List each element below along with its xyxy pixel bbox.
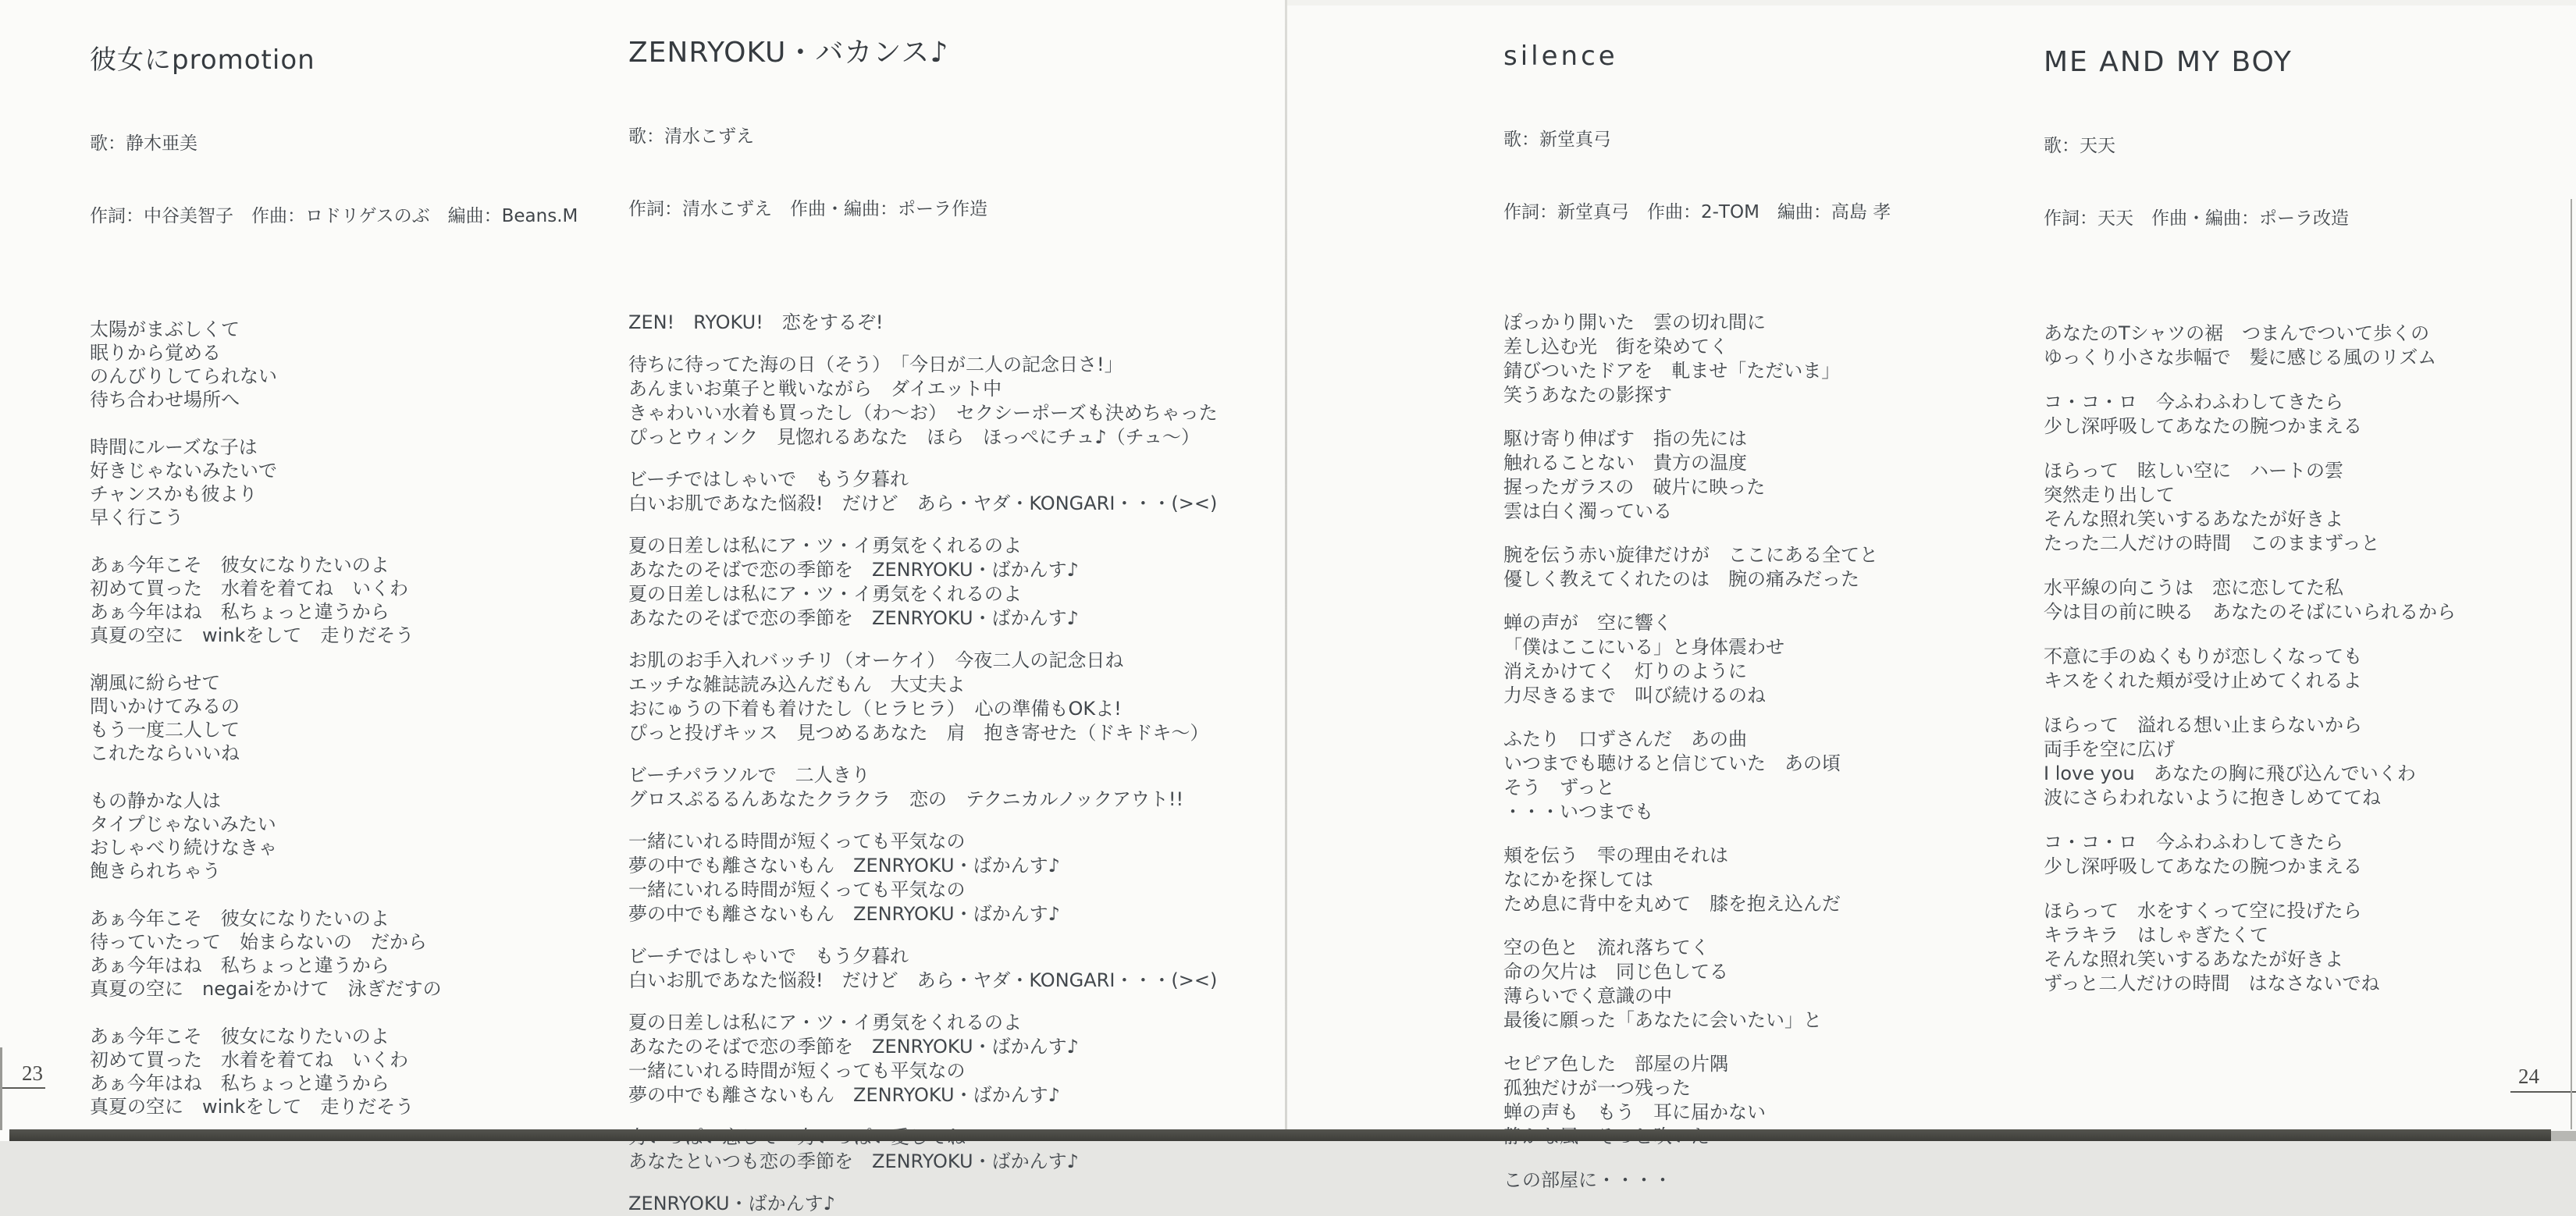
lyric-line: ゆっくり小さな歩幅で 髪に感じる風のリズム [2044,347,2437,368]
lyric-line: 真夏の空に negaiをかけて 泳ぎだすの [90,978,442,1000]
scan-edge-right [2571,199,2572,1129]
lyric-stanza [628,649,1284,745]
lyric-line: 真夏の空に winkをして 走りだそう [90,624,415,646]
lyric-line: ZENRYOKU・ばかんす♪ [628,1193,835,1214]
lyric-line: 潮風に紛らせて [90,672,221,694]
lyric-stanza [2044,322,2576,370]
lyric-stanza [1503,1168,2019,1193]
lyric-line: 両手を空に広げ [2044,738,2175,760]
lyrics-block [90,318,621,1118]
lyric-line: 雲は白く濁っている [1503,500,1672,522]
lyric-line: 「僕はここにいる」と身体震わせ [1503,636,1784,658]
lyric-line: ・・・いつまでも [1503,801,1653,823]
scan-shadow-bottom-right [2551,1131,2576,1141]
lyric-line: あなたのTシャツの裾 つまんでついて歩くの [2044,322,2430,344]
lyric-line: あぁ今年こそ 彼女になりたいのよ [90,554,390,576]
lyric-line: 触れることない 貴方の温度 [1503,452,1747,474]
lyric-line: 消えかけてく 灯りのように [1503,660,1747,682]
lyric-line: あぁ今年こそ 彼女になりたいのよ [90,1026,390,1047]
lyric-line: ため息に背中を丸めて 膝を抱え込んだ [1503,893,1841,915]
credit-vocal: 歌：静木亜美 [90,133,197,154]
lyric-stanza [2044,713,2576,810]
lyric-line: 駆け寄り伸ばす 指の先には [1503,428,1747,450]
song-credits [1503,80,2019,273]
lyric-stanza [2044,576,2576,624]
lyric-line: I love you あなたの胸に飛び込んでいくわ [2044,763,2416,784]
lyric-line: いつまでも聴けると信じていた あの頃 [1503,752,1841,774]
lyric-line: 真夏の空に winkをして 走りだそう [90,1096,415,1118]
lyric-line: 握ったガラスの 破片に映った [1503,476,1766,498]
lyric-line: あなたのそばで恋の季節を ZENRYOKU・ばかんす♪ [628,607,1079,629]
lyric-line: あんまいお菓子と戦いながら ダイエット中 [628,378,1002,400]
lyric-line: ビーチではしゃいで もう夕暮れ [628,468,909,490]
lyric-stanza [90,553,621,647]
lyric-line: キラキラ はしゃぎたくて [2044,924,2268,946]
lyric-line: 初めて買った 水着を着てね いくわ [90,578,408,599]
lyric-line: 一緒にいれる時間が短くっても平気なの [628,830,966,852]
lyric-line: グロスぷるるんあなたクラクラ 恋の テクニカルノックアウト!! [628,788,1184,810]
lyric-line: もの静かな人は [90,790,221,812]
lyric-line: ほらって 水をすくって空に投げたら [2044,900,2362,922]
song-silence [1503,39,2019,1193]
lyric-line: 夏の日差しは私にア・ツ・イ勇気をくれるのよ [628,535,1022,556]
lyric-line: あぁ今年はね 私ちょっと違うから [90,955,390,976]
lyric-stanza [628,1011,1284,1108]
lyric-line: ぽっかり開いた 雲の切れ間に [1503,311,1766,333]
lyric-line: あぁ今年はね 私ちょっと違うから [90,601,390,623]
credit-staff: 作詞：清水こずえ 作曲・編曲：ポーラ作造 [628,199,987,219]
lyric-line: あぁ今年はね 私ちょっと違うから [90,1072,390,1094]
lyric-line: そんな照れ笑いするあなたが好きよ [2044,948,2343,970]
lyric-line: あぁ今年こそ 彼女になりたいのよ [90,908,390,930]
lyric-line: あなたのそばで恋の季節を ZENRYOKU・ばかんす♪ [628,1036,1079,1058]
lyric-line: たった二人だけの時間 このままずっと [2044,532,2380,554]
lyric-line: 一緒にいれる時間が短くっても平気なの [628,1060,966,1082]
lyric-line: 夏の日差しは私にア・ツ・イ勇気をくれるのよ [628,583,1022,605]
lyric-line: 笑うあなたの影探す [1503,384,1672,406]
lyrics-block [2044,322,2576,996]
lyric-line: おにゅうの下着も着けたし（ヒラヒラ） 心の準備もOKよ! [628,698,1122,720]
lyric-line: 一緒にいれる時間が短くっても平気なの [628,879,966,901]
lyric-line: ほらって 眩しい空に ハートの雲 [2044,460,2343,482]
credit-vocal: 歌：清水こずえ [628,126,754,147]
lyric-stanza [1503,844,2019,916]
lyric-line: ほらって 溢れる想い止まらないから [2044,714,2362,736]
lyric-stanza [628,311,1284,335]
lyric-stanza [628,830,1284,926]
lyric-stanza [628,353,1284,450]
lyric-line: おしゃべり続けなきゃ [90,837,277,859]
lyric-line: 不意に手のぬくもりが恋しくなっても [2044,645,2362,667]
lyric-line: 夢の中でも離さないもん ZENRYOKU・ばかんす♪ [628,903,1060,925]
song-credits [90,84,621,277]
lyric-line: コ・コ・ロ 今ふわふわしてきたら [2044,391,2343,413]
lyric-line: 待っていたって 始まらないの だから [90,931,427,953]
lyric-line: のんびりしてられない [90,365,277,387]
lyric-line: 少し深呼吸してあなたの腕つかまえる [2044,415,2362,437]
lyric-stanza [628,468,1284,516]
song-title: 彼女にpromotion [90,44,315,76]
lyric-line: セピア色した 部屋の片隅 [1503,1053,1728,1075]
lyric-line: 力尽きるまで 叫び続けるのね [1503,684,1766,706]
lyric-stanza [628,534,1284,631]
page-top-edge [1287,0,2576,5]
lyric-stanza [628,1192,1284,1216]
lyric-line: ビーチではしゃいで もう夕暮れ [628,945,909,967]
credit-vocal: 歌：新堂真弓 [1503,130,1611,150]
lyric-line: もう一度二人して [90,719,240,741]
lyric-line: そんな照れ笑いするあなたが好きよ [2044,508,2343,530]
lyric-line: 突然走り出して [2044,484,2175,506]
lyric-line: 蝉の声が 空に響く [1503,612,1672,634]
lyric-line: この部屋に・・・・ [1503,1169,1672,1191]
credit-staff: 作詞：中谷美智子 作曲：ロドリゲスのぶ 編曲：Beans.M [90,206,578,226]
lyric-line: 太陽がまぶしくて [90,318,240,340]
lyric-line: 錆びついたドアを 軋ませ「ただいま」 [1503,360,1841,382]
lyric-line: 白いお肌であなた悩殺! だけど あら・ヤダ・KONGARI・・・(><) [628,492,1218,514]
song-title: ZENRYOKU・バカンス♪ [628,37,949,69]
lyric-stanza [90,436,621,529]
lyric-line: 眠りから覚める [90,342,221,364]
lyric-line: 時間にルーズな子は [90,436,258,458]
lyric-line: 夢の中でも離さないもん ZENRYOKU・ばかんす♪ [628,1084,1060,1106]
page-number-right: 24 [2518,1065,2539,1088]
lyric-line: 孤独だけが一つ残った [1503,1077,1691,1099]
page-spine-divider [1285,0,1287,1141]
lyric-line: 蝉の声も もう 耳に届かない [1503,1101,1766,1123]
song-credits [2044,86,2576,279]
lyric-line: 頬を伝う 雫の理由それは [1503,844,1728,866]
lyric-line: 夢の中でも離さないもん ZENRYOKU・ばかんす♪ [628,855,1060,876]
lyric-stanza [628,763,1284,812]
lyric-stanza [2044,459,2576,556]
lyric-line: 少し深呼吸してあなたの腕つかまえる [2044,855,2362,877]
lyric-line: 薄らいでく意識の中 [1503,985,1672,1007]
credit-vocal: 歌：天天 [2044,136,2115,156]
lyric-stanza [2044,390,2576,439]
lyric-line: コ・コ・ロ 今ふわふわしてきたら [2044,831,2343,853]
song-title: ME AND MY BOY [2044,46,2293,78]
lyric-line: 初めて買った 水着を着てね いくわ [90,1049,408,1071]
lyric-stanza [90,789,621,883]
lyric-stanza [628,944,1284,993]
lyric-line: チャンスかも彼より [90,483,258,505]
lyric-line: あなたといつも恋の季節を ZENRYOKU・ばかんす♪ [628,1150,1079,1172]
lyric-line: 今は目の前に映る あなたのそばにいられるから [2044,601,2456,623]
lyric-stanza [2044,830,2576,879]
lyric-line: 待ち合わせ場所へ [90,389,240,411]
lyric-line: 空の色と 流れ落ちてく [1503,937,1710,958]
lyrics-block [1503,311,2019,1193]
lyric-stanza [90,318,621,411]
lyric-line: ビーチパラソルで 二人きり [628,764,870,786]
lyric-line: ずっと二人だけの時間 はなさないでね [2044,972,2380,994]
scan-edge-left [0,1047,2,1130]
lyric-line: タイプじゃないみたい [90,813,276,835]
song-title: silence [1503,41,1618,72]
lyric-stanza [90,907,621,1001]
lyric-stanza [90,671,621,765]
lyric-line: これたならいいね [90,742,240,764]
lyric-line: 波にさらわれないように抱きしめててね [2044,787,2381,809]
page-number-left: 23 [22,1061,43,1085]
lyric-line: 水平線の向こうは 恋に恋してた私 [2044,577,2343,599]
lyric-line: 腕を伝う赤い旋律だけが ここにある全てと [1503,544,1878,566]
lyric-stanza [1503,936,2019,1033]
lyric-line: 問いかけてみるの [90,695,240,717]
lyric-line: ZEN! RYOKU! 恋をするぞ! [628,311,884,333]
lyrics-block [628,311,1284,1216]
lyric-line: キスをくれた頬が受け止めてくれるよ [2044,670,2362,692]
lyric-line: 夏の日差しは私にア・ツ・イ勇気をくれるのよ [628,1012,1022,1033]
scan-shadow-bottom [9,1129,2551,1141]
lyric-line: 早く行こう [90,507,183,528]
lyric-stanza [2044,899,2576,996]
lyric-line: なにかを探しては [1503,869,1653,891]
lyric-line: お肌のお手入れバッチリ（オーケイ） 今夜二人の記念日ね [628,649,1124,671]
lyric-stanza [1503,727,2019,824]
lyric-stanza [2044,645,2576,693]
credit-staff: 作詞：天天 作曲・編曲：ポーラ改造 [2044,208,2349,229]
lyric-line: 飽きられちゃう [90,860,221,882]
lyric-line: ふたり 口ずさんだ あの曲 [1503,728,1747,750]
song-me-and-my-boy [2044,45,2576,996]
lyric-stanza [1503,427,2019,524]
lyric-line: 白いお肌であなた悩殺! だけど あら・ヤダ・KONGARI・・・(><) [628,969,1218,991]
lyric-line: そう ずっと [1503,777,1615,798]
lyric-line: 待ちに待ってた海の日（そう） 「今日が二人の記念日さ!」 [628,354,1123,375]
lyric-line: 最後に願った「あなたに会いたい」と [1503,1009,1822,1031]
lyric-line: 差し込む光 街を染めてく [1503,336,1728,357]
lyric-stanza [1503,311,2019,407]
page-number-rule-left [0,1087,45,1089]
lyric-line: きゃわいい水着も買ったし（わ〜お） セクシーポーズも決めちゃった [628,402,1218,424]
lyric-line: 優しく教えてくれたのは 腕の痛みだった [1503,568,1859,590]
lyric-line: エッチな雑誌読み込んだもん 大丈夫よ [628,674,966,695]
credit-staff: 作詞：新堂真弓 作曲：2-TOM 編曲：高島 孝 [1503,202,1891,222]
lyric-line: 命の欠片は 同じ色してる [1503,961,1728,983]
song-credits [628,76,1284,270]
page-number-rule-right [2510,1091,2576,1093]
song-zenryoku-vacances [628,36,1284,1216]
lyric-line: ぴっと投げキッス 見つめるあなた 肩 抱き寄せた（ドキドキ〜） [628,722,1209,744]
lyric-stanza [1503,611,2019,708]
lyric-line: 好きじゃないみたいで [90,460,277,482]
song-kanojo-ni-promotion [90,43,621,1118]
lyric-stanza [90,1025,621,1118]
lyric-line: あなたのそばで恋の季節を ZENRYOKU・ばかんす♪ [628,559,1079,581]
lyric-line: ぴっとウィンク 見惚れるあなた ほら ほっぺにチュ♪（チュ〜） [628,426,1200,448]
lyric-stanza [1503,543,2019,592]
